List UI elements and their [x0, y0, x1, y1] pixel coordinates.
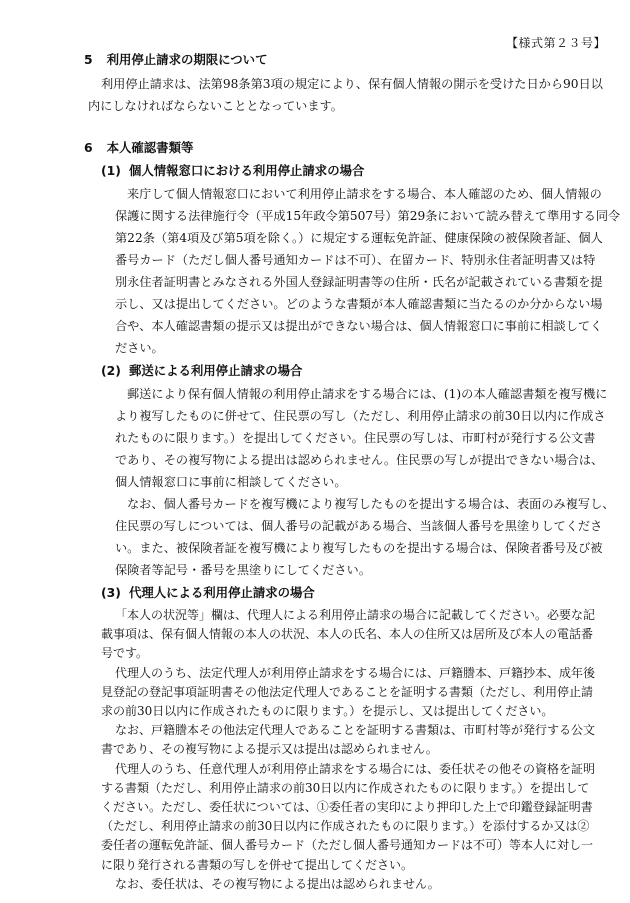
subsection3-body-line: 代理人のうち、法定代理人が利用停止請求をする場合には、戸籍謄本、戸籍抄本、成年後 — [115, 666, 596, 680]
subsection2-body-line: 住民票の写しについては、個人番号の記載がある場合、当該個人番号を黒塗りしてくださ — [115, 519, 603, 533]
subsection3-body-line: 見登記の登記事項証明書その他法定代理人であることを証明する書類（ただし、利用停止請 — [101, 685, 594, 699]
subsection3-body-line: 委任者の運転免許証、個人番号カード（ただし個人番号通知カードは不可）等本人に対し一 — [101, 838, 594, 852]
section5-body-line: 内にしなければならないこととなっています。 — [88, 99, 343, 113]
subsection1-body-line: ださい。 — [115, 341, 164, 355]
section6-heading — [84, 140, 193, 156]
subsection3-body-line: なお、戸籍謄本その他法定代理人であることを証明する書類は、市町村等が発行する公文 — [115, 723, 596, 737]
subsection2-heading — [101, 363, 302, 379]
subsection2-title: 郵送による利用停止請求の場合 — [128, 363, 303, 378]
subsection2-body-line: れたものに限ります。）を提出してください。住民票の写しは、市町村が発行する公文書 — [115, 431, 596, 445]
subsection3-body-line: なお、委任状は、その複写物による提出は認められません。 — [115, 877, 440, 891]
section5-heading — [84, 52, 267, 68]
subsection1-body-line: 来庁して個人情報窓口において利用停止請求をする場合、本人確認のため、個人情報の — [127, 187, 602, 201]
subsection3-heading — [101, 585, 315, 601]
subsection2-body-line: なお、個人番号カードを複写機により複写したものを提出する場合は、表面のみ複写し、 — [127, 497, 615, 511]
subsection3-body-line: （ただし、利用停止請求の前30日以内に作成されたものに限ります。）を添付するか又は② — [101, 819, 590, 833]
subsection1-heading — [101, 163, 364, 179]
subsection3-body-line: 求の前30日以内に作成されたものに限ります。）を提示し、又は提出してください。 — [101, 704, 554, 718]
subsection1-body-line: 第22条（第4項及び第5項を除く。）に規定する運転免許証、健康保険の被保険者証、個人 — [115, 231, 603, 245]
section5-number: 5 — [84, 52, 93, 67]
subsection3-body-line: 「本人の状況等」欄は、代理人による利用停止請求の場合に記載してください。必要な記 — [115, 608, 596, 622]
subsection1-body-line: 別永住者証明書とみなされる外国人登録証明書等の住所・氏名が記載されている書類を提 — [115, 275, 603, 289]
subsection3-body-line: 書であり、その複写物による提示又は提出は認められません。 — [101, 742, 438, 756]
subsection1-body-line: 保護に関する法律施行令（平成15年政令第507号）第29条において読み替えて準用する同令 — [115, 209, 621, 223]
subsection2-body-line: い。また、被保険者証を複写機により複写したものを提出する場合は、保険者番号及び被 — [115, 541, 603, 555]
subsection3-body-line: に限り発行される書類の写しを併せて提出してください。 — [101, 858, 414, 872]
subsection2-body-line: であり、その複写物による提出は認められません。住民票の写しが提出できない場合は、 — [115, 453, 604, 467]
subsection1-number: (1) — [101, 163, 121, 178]
subsection2-number: (2) — [101, 363, 121, 378]
subsection3-body-line: する書類（ただし、利用停止請求の前30日以内に作成されたものに限ります。）を提出して — [101, 781, 590, 795]
subsection1-body-line: 合や、本人確認書類の提示又は提出ができない場合は、個人情報窓口に事前に相談してく — [115, 319, 603, 333]
subsection3-body-line: 載事項は、保有個人情報の本人の状況、本人の氏名、本人の住所又は居所及び本人の電話番 — [101, 627, 594, 641]
subsection3-body-line: 号です。 — [101, 646, 149, 660]
subsection3-title: 代理人による利用停止請求の場合 — [128, 585, 315, 600]
subsection3-number: (3) — [101, 585, 121, 600]
subsection2-body-line: 保険者等記号・番号を黒塗りにしてください。 — [115, 563, 371, 577]
subsection1-title: 個人情報窓口における利用停止請求の場合 — [128, 163, 365, 178]
section6-number: 6 — [84, 140, 93, 155]
subsection1-body-line: 示し、又は提出してください。どのような書類が本人確認書類に当たるのか分からない場 — [115, 297, 603, 311]
section5-body-line: 利用停止請求は、法第98条第3項の規定により、保有個人情報の開示を受けた日から90日以 — [101, 77, 603, 91]
subsection2-body-line: 郵送により保有個人情報の利用停止請求をする場合には、(1)の本人確認書類を複写機に — [127, 387, 608, 401]
subsection2-body-line: 個人情報窓口に事前に相談してください。 — [115, 475, 347, 489]
section6-title: 本人確認書類等 — [106, 140, 194, 155]
subsection3-body-line: ください。ただし、委任状については、①委任者の実印により押印した上で印鑑登録証明書 — [101, 800, 593, 814]
form-number-label: 【様式第２３号】 — [505, 36, 606, 50]
section5-title: 利用停止請求の期限について — [106, 52, 268, 67]
subsection2-body-line: より複写したものに併せて、住民票の写し（ただし、利用停止請求の前30日以内に作成さ — [115, 409, 606, 423]
subsection1-body-line: 番号カード（ただし個人番号通知カードは不可）、在留カード、特別永住者証明書又は特 — [115, 253, 596, 267]
subsection3-body-line: 代理人のうち、任意代理人が利用停止請求をする場合には、委任状その他その資格を証明 — [115, 762, 596, 776]
